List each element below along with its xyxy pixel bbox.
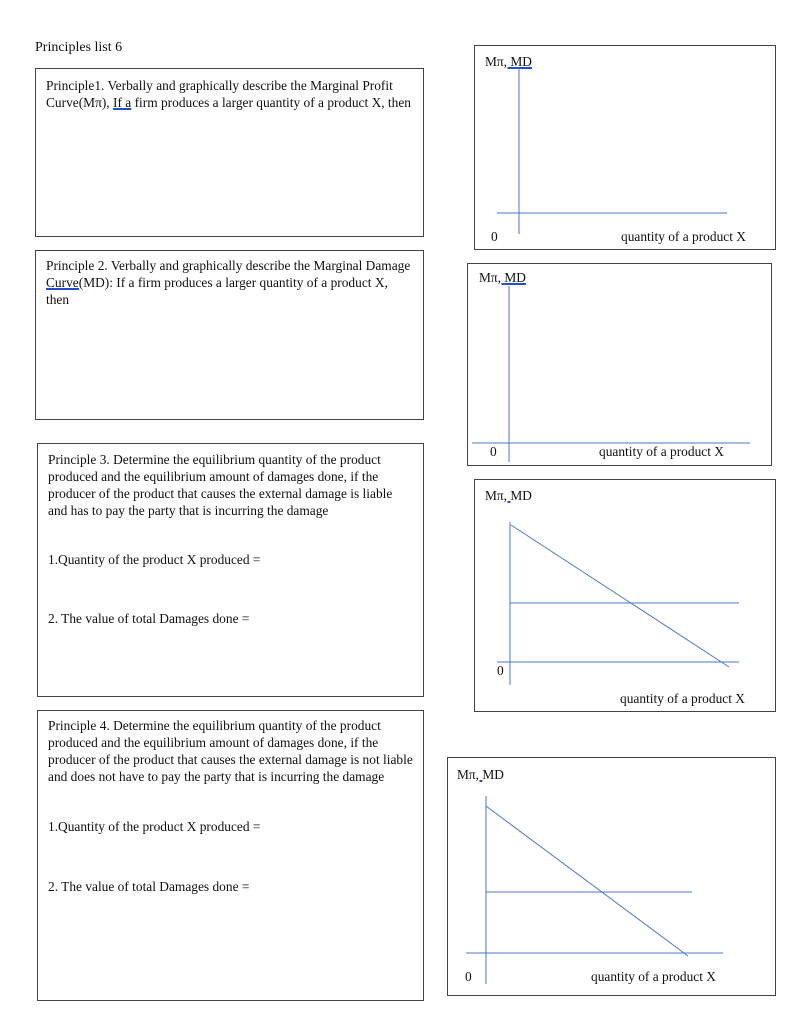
page-title: Principles list 6 xyxy=(35,40,123,55)
text-segment: Principle1. Verbally and graphically describe the Marginal Profit Curve(Mπ), xyxy=(46,78,393,110)
graph-3 xyxy=(474,479,776,712)
graph-4-axes xyxy=(448,758,777,997)
graph-3-x-label: quantity of a product X xyxy=(620,691,745,706)
graph-4-origin: 0 xyxy=(465,969,472,984)
text-segment: If a xyxy=(113,95,132,110)
graph-1-y-label: Mπ, MD xyxy=(485,54,532,69)
principle-3-box xyxy=(37,443,424,697)
graph-1 xyxy=(474,45,776,250)
graph-2 xyxy=(467,263,772,466)
text-segment: Principle 2. Verbally and graphically describe the Marginal Damage xyxy=(46,258,411,273)
graph-3-axes xyxy=(475,480,777,713)
graph-1-origin: 0 xyxy=(491,229,498,244)
graph-3-mpi-line xyxy=(511,525,729,667)
principle-2-box xyxy=(35,250,424,420)
principle-4-box xyxy=(37,710,424,1001)
graph-4 xyxy=(447,757,776,996)
graph-2-axes xyxy=(468,264,773,467)
principle-3-damages: 2. The value of total Damages done = xyxy=(48,611,250,626)
graph-1-x-label: quantity of a product X xyxy=(621,229,746,244)
principle-3-quantity: 1.Quantity of the product X produced = xyxy=(48,552,261,567)
graph-3-y-label: Mπ, MD xyxy=(485,488,532,503)
graph-2-x-label: quantity of a product X xyxy=(599,444,724,459)
graph-4-y-label: Mπ, MD xyxy=(457,767,504,782)
text-segment: firm produces a larger quantity of a product X, then xyxy=(131,95,411,110)
principle-2-text xyxy=(46,257,413,308)
graph-1-axes xyxy=(475,46,777,251)
graph-2-y-label: Mπ, MD xyxy=(479,270,526,285)
principle-1-box xyxy=(35,68,424,237)
principle-1-text xyxy=(46,77,413,111)
principle-4-text: Principle 4. Determine the equilibrium quantity of the product produced and the equilibrium amount of damages done, if the producer of the product that causes the external damage is not liable and does not have to pay the party that is incurring the damage xyxy=(48,718,413,784)
principle-4-quantity: 1.Quantity of the product X produced = xyxy=(48,819,261,834)
principle-4-damages: 2. The value of total Damages done = xyxy=(48,879,250,894)
text-segment: MD): If a firm produces a larger quantity of a product X, then xyxy=(46,275,388,307)
graph-4-x-label: quantity of a product X xyxy=(591,969,716,984)
graph-4-mpi-line xyxy=(486,806,688,956)
graph-3-origin: 0 xyxy=(497,663,504,678)
principle-3-text: Principle 3. Determine the equilibrium quantity of the product produced and the equilibrium amount of damages done, if the producer of the product that causes the external damage is liable and has to pay the party that is incurring the damage xyxy=(48,452,393,518)
text-segment: Curve( xyxy=(46,275,84,290)
graph-2-origin: 0 xyxy=(490,444,497,459)
